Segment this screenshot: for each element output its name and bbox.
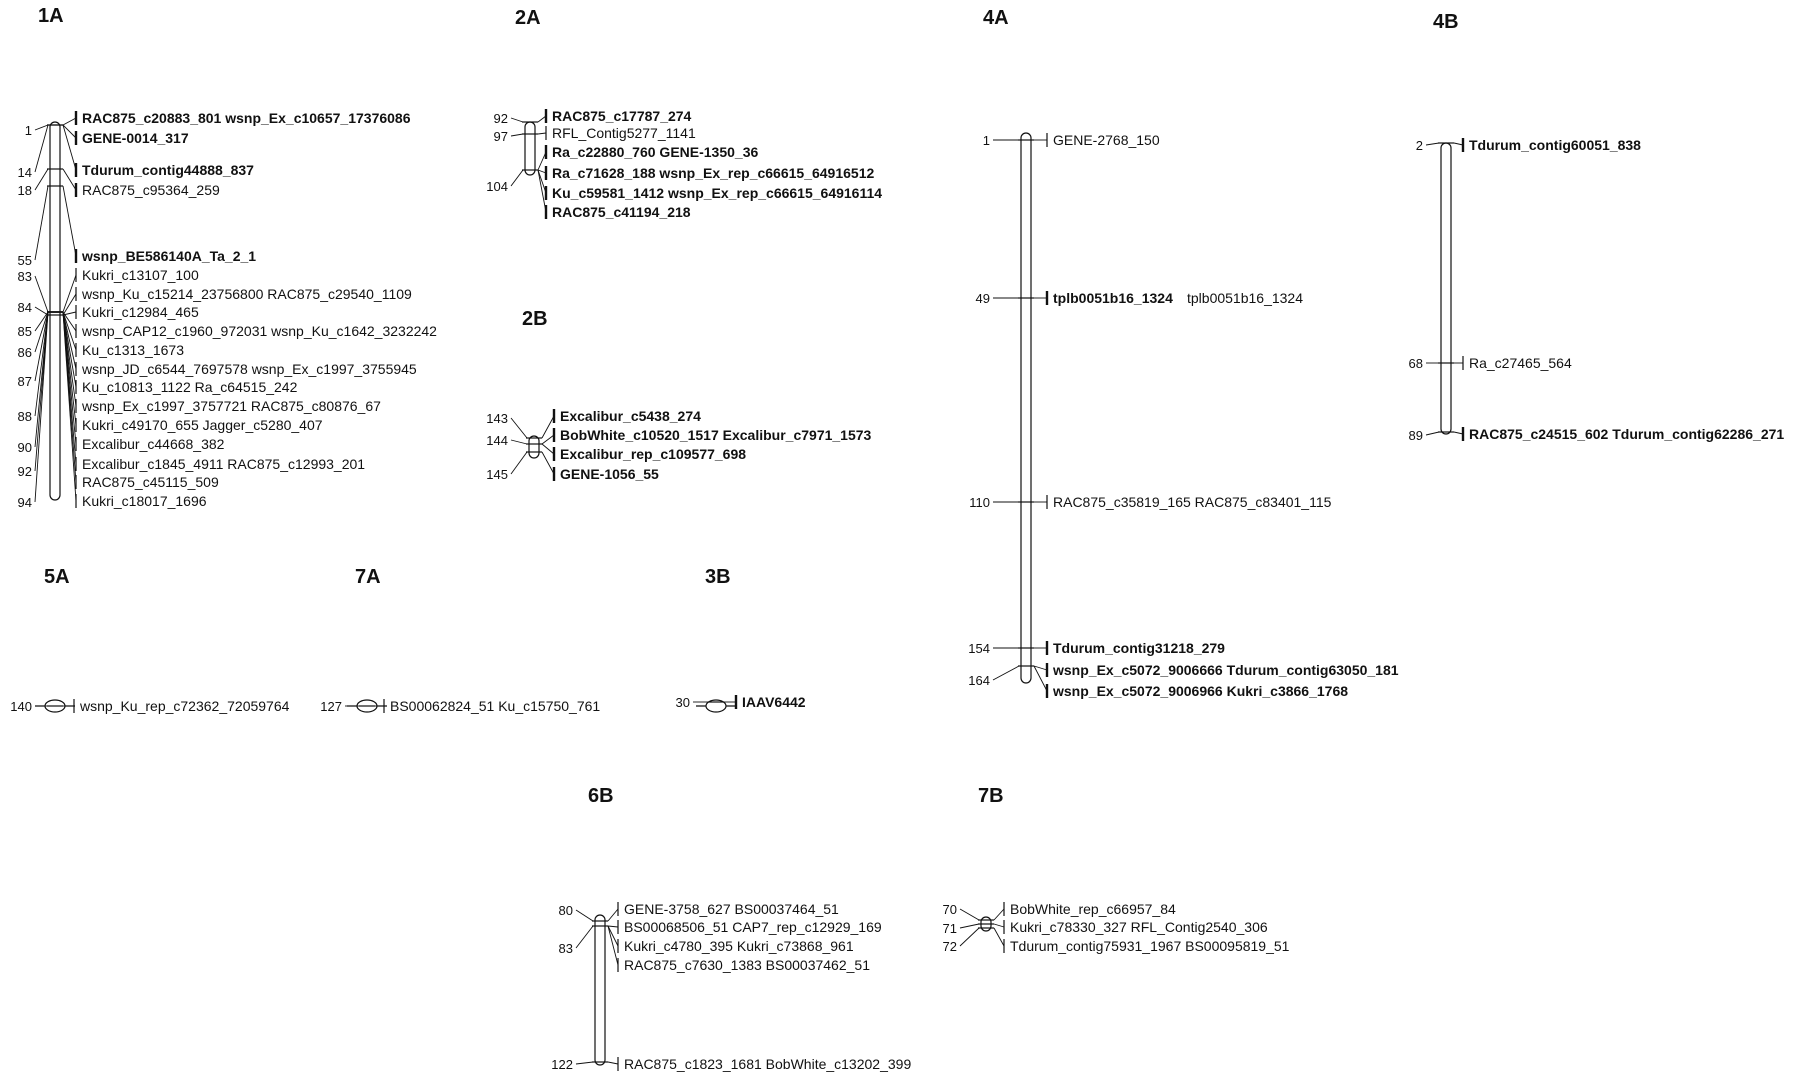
- marker-position: 86: [17, 345, 32, 360]
- linkage-bar: [529, 436, 539, 458]
- marker-label: Kukri_c12984_465: [82, 304, 199, 320]
- marker-label: Excalibur_c44668_382: [82, 436, 225, 452]
- marker-label: GENE-3758_627 BS00037464_51: [624, 901, 839, 917]
- position-connector: [35, 169, 48, 190]
- marker-label: RAC875_c17787_274: [552, 108, 692, 124]
- chromosome-1a: [18, 5, 438, 510]
- chromosome-title: 7A: [355, 566, 381, 588]
- position-connector: [511, 440, 527, 444]
- marker-position: 122: [551, 1057, 573, 1072]
- linkage-bar: [1441, 143, 1451, 434]
- position-connector: [1426, 143, 1439, 145]
- marker-position: 30: [675, 695, 690, 710]
- position-connector: [35, 125, 48, 172]
- chromosome-2b: [486, 308, 871, 482]
- marker-label: RAC875_c41194_218: [552, 204, 691, 220]
- label-connector: [63, 294, 76, 315]
- marker-label: Tdurum_contig60051_838: [1469, 137, 1641, 153]
- marker-position: 143: [486, 411, 508, 426]
- marker-position: 92: [17, 464, 32, 479]
- label-connector: [994, 928, 1004, 946]
- chromosome-3b: [676, 566, 806, 712]
- marker-position: 1: [982, 133, 990, 148]
- position-connector: [511, 170, 523, 186]
- marker-label: wsnp_CAP12_c1960_972031 wsnp_Ku_c1642_3232242: [82, 323, 437, 339]
- marker-label: Tdurum_contig75931_1967 BS00095819_51: [1010, 938, 1290, 954]
- marker-position: 83: [558, 941, 573, 956]
- marker-label: BS00062824_51 Ku_c15750_761: [390, 698, 601, 714]
- position-connector: [960, 924, 979, 928]
- marker-label: RAC875_c7630_1383 BS00037462_51: [624, 957, 870, 973]
- position-connector: [511, 452, 527, 474]
- position-connector: [993, 666, 1019, 680]
- position-connector: [576, 910, 593, 921]
- marker-position: 87: [17, 374, 32, 389]
- marker-label: Ku_c59581_1412 wsnp_Ex_rep_c66615_64916114: [552, 185, 883, 201]
- marker-label: RAC875_c24515_602 Tdurum_contig62286_271: [1469, 426, 1785, 442]
- marker-position: 68: [1408, 356, 1423, 371]
- marker-label: wsnp_JD_c6544_7697578 wsnp_Ex_c1997_3755945: [82, 361, 417, 377]
- marker-position: 97: [493, 129, 508, 144]
- marker-position: 140: [10, 699, 32, 714]
- chromosome-title: 4A: [983, 7, 1009, 29]
- chromosome-title: 2B: [522, 308, 548, 330]
- label-connector: [63, 275, 76, 312]
- marker-label: RFL_Contig5277_1141: [552, 125, 696, 141]
- position-connector: [511, 134, 523, 136]
- marker-label: Ra_c22880_760 GENE-1350_36: [552, 144, 759, 160]
- marker-label: Kukri_c4780_395 Kukri_c73868_961: [624, 938, 854, 954]
- position-connector: [35, 186, 48, 260]
- marker-label: GENE-2768_150: [1053, 132, 1160, 148]
- position-connector: [960, 928, 979, 946]
- marker-label: wsnp_Ku_rep_c72362_72059764: [80, 698, 290, 714]
- marker-position: 80: [558, 903, 573, 918]
- marker-position: 2: [1415, 138, 1423, 153]
- label-connector: [538, 133, 546, 134]
- label-connector: [542, 452, 554, 474]
- marker-label: wsnp_Ex_c1997_3757721 RAC875_c80876_67: [82, 398, 381, 414]
- label-connector: [542, 416, 554, 438]
- marker-label: Kukri_c18017_1696: [82, 493, 207, 509]
- marker-label: Kukri_c78330_327 RFL_Contig2540_306: [1010, 919, 1268, 935]
- marker-position: 72: [942, 939, 957, 954]
- marker-label: IAAV6442: [742, 694, 806, 710]
- label-connector: [63, 169, 76, 190]
- marker-label: Excalibur_c1845_4911 RAC875_c12993_201: [82, 456, 366, 472]
- marker-label: RAC875_c35819_165 RAC875_c83401_115: [1053, 494, 1332, 510]
- chromosome-4a: [968, 7, 1398, 699]
- marker-position: 110: [969, 495, 990, 510]
- marker-label: tplb0051b16_1324: [1187, 290, 1304, 306]
- label-connector: [608, 909, 618, 921]
- linkage-bar: [50, 122, 60, 500]
- chromosome-title: 4B: [1433, 11, 1459, 33]
- marker-label: RAC875_c1823_1681 BobWhite_c13202_399: [624, 1056, 912, 1072]
- position-connector: [35, 307, 48, 315]
- chromosome-title: 5A: [44, 566, 70, 588]
- marker-position: 145: [486, 467, 508, 482]
- chromosome-title: 7B: [978, 785, 1004, 807]
- marker-label: Excalibur_rep_c109577_698: [560, 446, 747, 462]
- marker-position: 55: [17, 253, 32, 268]
- chromosome-title: 2A: [515, 7, 541, 29]
- chromosome-6b: [551, 785, 911, 1072]
- marker-label: Ra_c27465_564: [1469, 355, 1572, 371]
- marker-label: tplb0051b16_1324: [1053, 290, 1173, 306]
- marker-position: 88: [17, 409, 32, 424]
- marker-position: 154: [968, 641, 990, 656]
- chromosome-7b: [943, 785, 1290, 954]
- position-connector: [511, 418, 527, 438]
- position-connector: [35, 276, 48, 312]
- marker-label: BobWhite_c10520_1517 Excalibur_c7971_1573: [560, 427, 872, 443]
- marker-label: wsnp_Ex_c5072_9006966 Kukri_c3866_1768: [1053, 683, 1349, 699]
- label-connector: [994, 909, 1004, 920]
- chromosome-title: 1A: [38, 5, 64, 27]
- marker-label: BobWhite_rep_c66957_84: [1010, 901, 1176, 917]
- marker-label: wsnp_Ku_c15214_23756800 RAC875_c29540_1109: [82, 286, 412, 302]
- marker-label: RAC875_c95364_259: [82, 182, 220, 198]
- marker-label: Tdurum_contig31218_279: [1053, 640, 1225, 656]
- label-connector: [608, 926, 618, 965]
- marker-label: RAC875_c20883_801 wsnp_Ex_c10657_17376086: [82, 110, 411, 126]
- marker-label: Ra_c71628_188 wsnp_Ex_rep_c66615_64916512: [552, 165, 875, 181]
- marker-position: 14: [17, 165, 32, 180]
- label-connector: [608, 1062, 618, 1064]
- marker-label: BS00068506_51 CAP7_rep_c12929_169: [624, 919, 882, 935]
- marker-label: Tdurum_contig44888_837: [82, 162, 254, 178]
- label-connector: [608, 926, 618, 927]
- marker-label: GENE-1056_55: [560, 466, 659, 482]
- label-connector: [542, 435, 554, 444]
- label-connector: [63, 186, 76, 256]
- chromosome-5a: [10, 566, 289, 714]
- label-connector: [542, 444, 554, 454]
- position-connector: [35, 125, 48, 130]
- marker-label: Kukri_c49170_655 Jagger_c5280_407: [82, 417, 323, 433]
- marker-label: RAC875_c45115_509: [82, 474, 219, 490]
- marker-position: 1: [24, 123, 32, 138]
- linkage-bar: [1021, 133, 1031, 683]
- marker-position: 144: [486, 433, 508, 448]
- marker-position: 92: [493, 111, 508, 126]
- label-connector: [994, 924, 1004, 927]
- marker-position: 89: [1408, 428, 1423, 443]
- chromosome-title: 6B: [588, 785, 614, 807]
- linkage-bar: [525, 122, 535, 175]
- marker-position: 90: [17, 440, 32, 455]
- marker-label: wsnp_Ex_c5072_9006666 Tdurum_contig63050_181: [1053, 662, 1399, 678]
- marker-position: 84: [17, 300, 32, 315]
- marker-label: Ku_c1313_1673: [82, 342, 184, 358]
- position-connector: [1426, 432, 1439, 435]
- marker-label: Excalibur_c5438_274: [560, 408, 701, 424]
- marker-position: 83: [17, 269, 32, 284]
- marker-label: wsnp_BE586140A_Ta_2_1: [82, 248, 257, 264]
- marker-position: 18: [17, 183, 32, 198]
- label-connector: [1454, 432, 1463, 434]
- marker-position: 70: [942, 902, 957, 917]
- position-connector: [511, 118, 523, 122]
- marker-position: 94: [17, 495, 32, 510]
- marker-label: Ku_c10813_1122 Ra_c64515_242: [82, 379, 298, 395]
- position-connector: [35, 312, 48, 502]
- marker-label: Kukri_c13107_100: [82, 267, 199, 283]
- marker-position: 49: [975, 291, 990, 306]
- marker-position: 127: [320, 699, 342, 714]
- marker-position: 71: [942, 921, 957, 936]
- position-connector: [960, 909, 979, 920]
- label-connector: [608, 926, 618, 946]
- chromosome-2a: [486, 7, 882, 220]
- marker-position: 85: [17, 324, 32, 339]
- chromosome-7a: [320, 566, 600, 714]
- position-connector: [576, 926, 593, 948]
- label-connector: [1454, 143, 1463, 145]
- position-connector: [576, 1062, 593, 1064]
- linkage-bar: [595, 915, 605, 1065]
- marker-position: 104: [486, 179, 508, 194]
- marker-position: 164: [968, 673, 990, 688]
- chromosome-4b: [1409, 11, 1785, 443]
- label-connector: [63, 118, 76, 125]
- marker-label: GENE-0014_317: [82, 130, 189, 146]
- chromosome-title: 3B: [705, 566, 731, 588]
